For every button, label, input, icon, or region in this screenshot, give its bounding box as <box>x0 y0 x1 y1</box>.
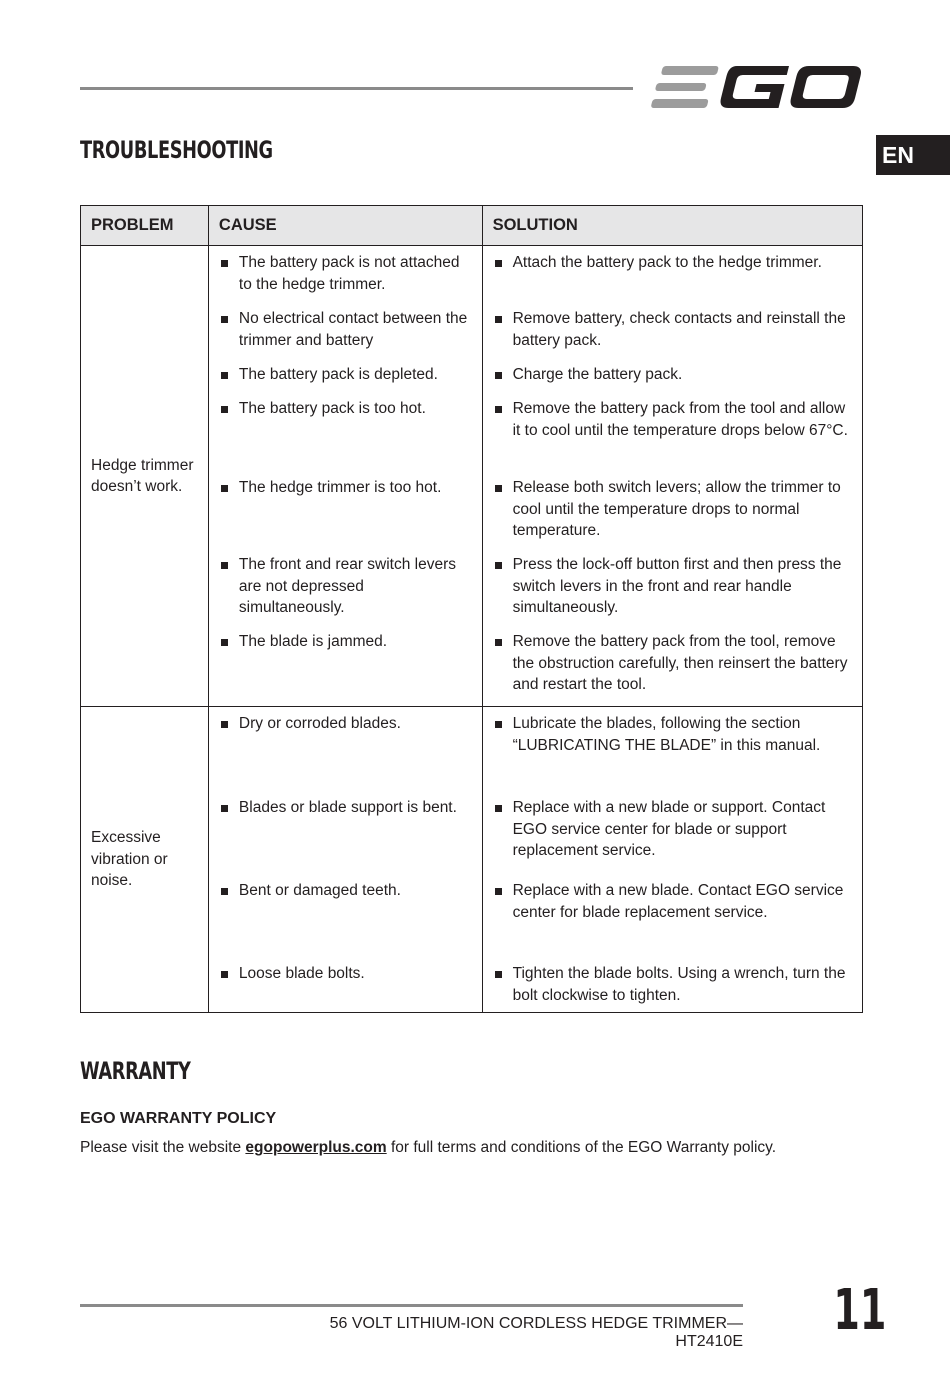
solution-item: Remove battery, check contacts and reinstall the battery pack. <box>495 308 854 364</box>
solution-item: Replace with a new blade. Contact EGO service center for blade replacement service. <box>495 880 854 963</box>
cause-item: The battery pack is depleted. <box>221 364 474 398</box>
column-header-cause: CAUSE <box>208 206 482 246</box>
cause-item: The battery pack is not attached to the hedge trimmer. <box>221 252 474 308</box>
solution-item: Tighten the blade bolts. Using a wrench, turn the bolt clockwise to tighten. <box>495 963 854 1006</box>
column-header-solution: SOLUTION <box>482 206 862 246</box>
problem-cell: Hedge trimmer doesn’t work. <box>81 246 209 707</box>
solution-item: Lubricate the blades, following the section “LUBRICATING THE BLADE” in this manual. <box>495 713 854 797</box>
cause-item: The front and rear switch levers are not depressed simultaneously. <box>221 554 474 631</box>
footer-product-line: 56 VOLT LITHIUM-ION CORDLESS HEDGE TRIMMER— HT2410E <box>329 1315 743 1350</box>
cause-item: No electrical contact between the trimmer and battery <box>221 308 474 364</box>
cause-item: Loose blade bolts. <box>221 963 474 985</box>
cause-item: The battery pack is too hot. <box>221 398 474 477</box>
warranty-title: WARRANTY <box>80 1057 191 1085</box>
table-header-row <box>81 206 863 246</box>
solution-item: Charge the battery pack. <box>495 364 854 398</box>
warranty-text-before: Please visit the website <box>80 1139 246 1156</box>
cause-item: Blades or blade support is bent. <box>221 797 474 880</box>
cause-item: Dry or corroded blades. <box>221 713 474 797</box>
troubleshooting-table <box>80 205 863 1013</box>
solution-item: Remove the battery pack from the tool, remove the obstruction carefully, then reinsert the battery and restart the tool. <box>495 631 854 696</box>
cause-cell <box>208 707 482 1013</box>
page-number: 11 <box>833 1278 887 1343</box>
solution-item: Replace with a new blade or support. Contact EGO service center for blade or support replacement service. <box>495 797 854 880</box>
cause-cell <box>208 246 482 707</box>
table-row <box>81 246 863 707</box>
warranty-website-link[interactable]: egopowerplus.com <box>245 1139 387 1156</box>
table-row <box>81 707 863 1013</box>
column-header-problem: PROBLEM <box>81 206 209 246</box>
footer-rule <box>80 1304 743 1307</box>
ego-logo <box>650 62 862 112</box>
warranty-policy-heading: EGO WARRANTY POLICY <box>80 1110 277 1127</box>
solution-item: Press the lock-off button first and then press the switch levers in the front and rear handle simultaneously. <box>495 554 854 631</box>
warranty-paragraph <box>80 1139 776 1157</box>
solution-cell <box>482 707 862 1013</box>
language-tab[interactable]: EN <box>876 135 950 175</box>
solution-item: Attach the battery pack to the hedge trimmer. <box>495 252 854 308</box>
solution-cell <box>482 246 862 707</box>
header-rule <box>80 87 633 90</box>
solution-item: Release both switch levers; allow the trimmer to cool until the temperature drops to normal temperature. <box>495 477 854 554</box>
cause-item: The hedge trimmer is too hot. <box>221 477 474 554</box>
warranty-text-after: for full terms and conditions of the EGO Warranty policy. <box>386 1139 777 1156</box>
troubleshooting-title: TROUBLESHOOTING <box>80 136 273 164</box>
problem-cell: Excessive vibration or noise. <box>81 707 209 1013</box>
solution-item: Remove the battery pack from the tool and allow it to cool until the temperature drops below 67°C. <box>495 398 854 477</box>
cause-item: The blade is jammed. <box>221 631 474 653</box>
cause-item: Bent or damaged teeth. <box>221 880 474 963</box>
